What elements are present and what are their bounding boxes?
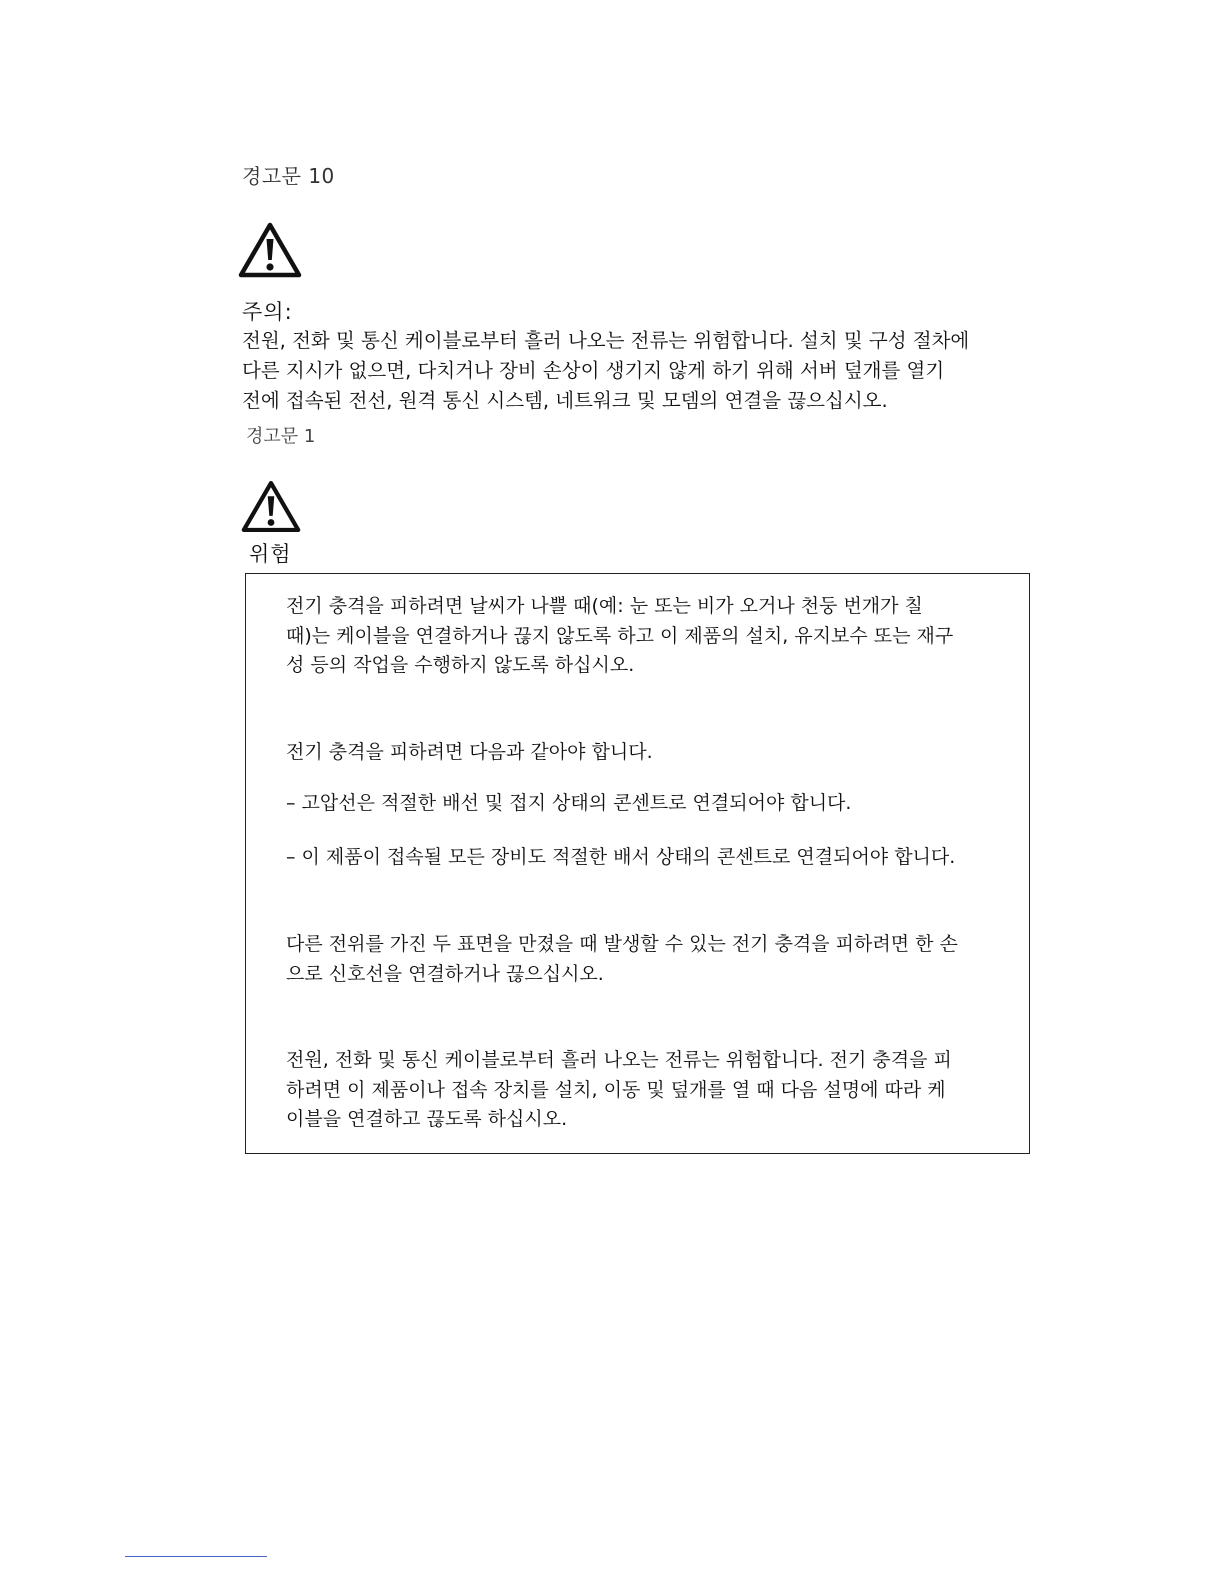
danger-box [245,573,1030,1154]
caution-text [242,326,1062,416]
danger-paragraph-weather [286,592,1006,681]
danger-heading: 위험 [249,542,292,566]
danger-bullet-attached-equipment: – 이 제품이 접속될 모든 장비도 적절한 배서 상태의 콘센트로 연결되어야 합니다. [286,846,956,868]
warning-triangle-icon [238,222,302,278]
danger-line: 하려면 이 제품이나 접속 장치를 설치, 이동 및 덮개를 열 때 다음 설명에 따라 케 [286,1078,946,1101]
warning-triangle-icon [241,480,301,533]
caution-heading: 주의: [242,300,293,324]
danger-line: 때)는 케이블을 연결하거나 끊지 않도록 하고 이 제품의 설치, 유지보수 또는 재구 [286,624,954,647]
danger-paragraph-one-hand [286,930,1006,989]
caution-line: 다른 지시가 없으면, 다치거나 장비 손상이 생기지 않게 하기 위해 서버 덮개를 열기 [242,359,945,382]
danger-line: 성 등의 작업을 수행하지 않도록 하십시오. [286,654,635,676]
danger-paragraph-requirements [286,738,1006,768]
danger-line: 전기 충격을 피하려면 날씨가 나쁠 때(예: 눈 또는 비가 오거나 천둥 번개가 칠 [286,595,923,617]
danger-line: 전기 충격을 피하려면 다음과 같아야 합니다. [286,741,653,763]
footnote-separator [125,1556,267,1557]
danger-line: 으로 신호선을 연결하거나 끊으십시오. [286,962,604,985]
danger-line: 전원, 전화 및 통신 케이블로부터 흘러 나오는 전류는 위험합니다. 전기 충격을 피 [286,1049,952,1071]
caution-line: 전에 접속된 전선, 원격 통신 시스템, 네트워크 및 모뎀의 연결을 끊으십시오. [242,389,888,412]
statement-label-10: 경고문 10 [242,164,335,188]
danger-line: 이블을 연결하고 끊도록 하십시오. [286,1108,568,1130]
danger-paragraph-cables [286,1046,1006,1135]
danger-bullet-power-cord: – 고압선은 적절한 배선 및 접지 상태의 콘센트로 연결되어야 합니다. [286,792,852,814]
caution-line: 전원, 전화 및 통신 케이블로부터 흘러 나오는 전류는 위험합니다. 설치 및 구성 절차에 [242,329,970,352]
danger-line: 다른 전위를 가진 두 표면을 만졌을 때 발생할 수 있는 전기 충격을 피하려면 한 손 [286,933,958,955]
statement-label-1: 경고문 1 [246,426,316,447]
